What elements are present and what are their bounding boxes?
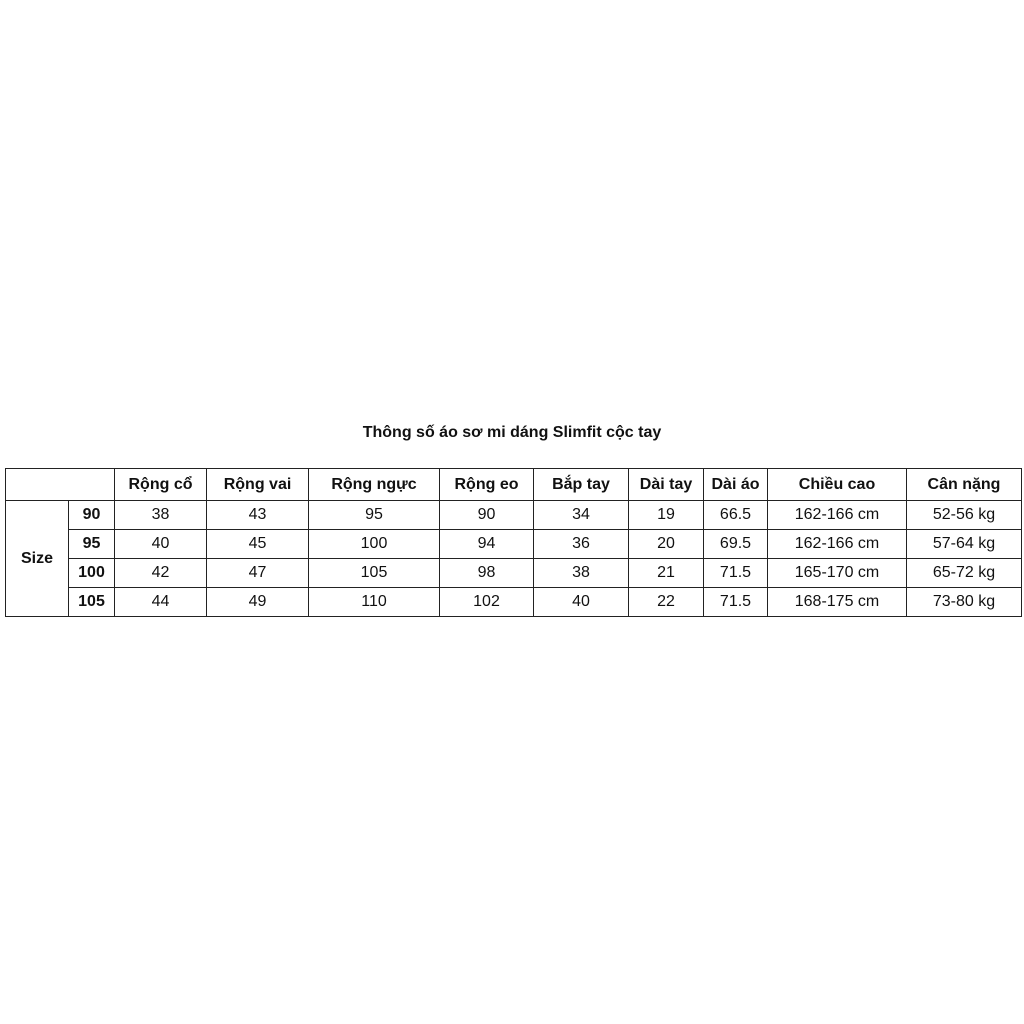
table-cell: 66.5 <box>704 501 768 530</box>
table-cell: 40 <box>534 588 629 617</box>
table-cell: 42 <box>115 559 207 588</box>
table-cell: 98 <box>440 559 534 588</box>
column-header: Chiều cao <box>768 469 907 501</box>
column-header: Rộng vai <box>207 469 309 501</box>
table-cell: 90 <box>440 501 534 530</box>
size-chart-table <box>5 468 1022 617</box>
table-cell: 36 <box>534 530 629 559</box>
table-cell: 69.5 <box>704 530 768 559</box>
size-value: 90 <box>69 501 115 530</box>
header-row <box>6 469 1022 501</box>
column-header: Rộng eo <box>440 469 534 501</box>
table-cell: 20 <box>629 530 704 559</box>
column-header: Bắp tay <box>534 469 629 501</box>
size-value: 95 <box>69 530 115 559</box>
size-value: 100 <box>69 559 115 588</box>
table-cell: 100 <box>309 530 440 559</box>
table-cell: 40 <box>115 530 207 559</box>
column-header: Dài tay <box>629 469 704 501</box>
table-row <box>6 559 1022 588</box>
size-group-label: Size <box>6 501 69 617</box>
page-title: Thông số áo sơ mi dáng Slimfit cộc tay <box>362 424 662 441</box>
table-cell: 52-56 kg <box>907 501 1022 530</box>
table-cell: 44 <box>115 588 207 617</box>
column-header: Rộng ngực <box>309 469 440 501</box>
table-cell: 45 <box>207 530 309 559</box>
column-header: Cân nặng <box>907 469 1022 501</box>
table-cell: 168-175 cm <box>768 588 907 617</box>
table-cell: 71.5 <box>704 588 768 617</box>
table-cell: 47 <box>207 559 309 588</box>
table-cell: 94 <box>440 530 534 559</box>
table-row <box>6 501 1022 530</box>
table-cell: 165-170 cm <box>768 559 907 588</box>
table-cell: 34 <box>534 501 629 530</box>
table-cell: 21 <box>629 559 704 588</box>
size-value: 105 <box>69 588 115 617</box>
table-cell: 73-80 kg <box>907 588 1022 617</box>
table-cell: 110 <box>309 588 440 617</box>
table-cell: 43 <box>207 501 309 530</box>
header-corner-cell <box>6 469 115 501</box>
table-cell: 65-72 kg <box>907 559 1022 588</box>
table-cell: 162-166 cm <box>768 530 907 559</box>
column-header: Rộng cổ <box>115 469 207 501</box>
table-cell: 105 <box>309 559 440 588</box>
table-cell: 19 <box>629 501 704 530</box>
table-cell: 95 <box>309 501 440 530</box>
table-row <box>6 588 1022 617</box>
column-header: Dài áo <box>704 469 768 501</box>
table-row <box>6 530 1022 559</box>
table-cell: 22 <box>629 588 704 617</box>
table-cell: 102 <box>440 588 534 617</box>
table-cell: 38 <box>534 559 629 588</box>
table-cell: 57-64 kg <box>907 530 1022 559</box>
table-cell: 38 <box>115 501 207 530</box>
table-cell: 49 <box>207 588 309 617</box>
table-cell: 71.5 <box>704 559 768 588</box>
table-cell: 162-166 cm <box>768 501 907 530</box>
